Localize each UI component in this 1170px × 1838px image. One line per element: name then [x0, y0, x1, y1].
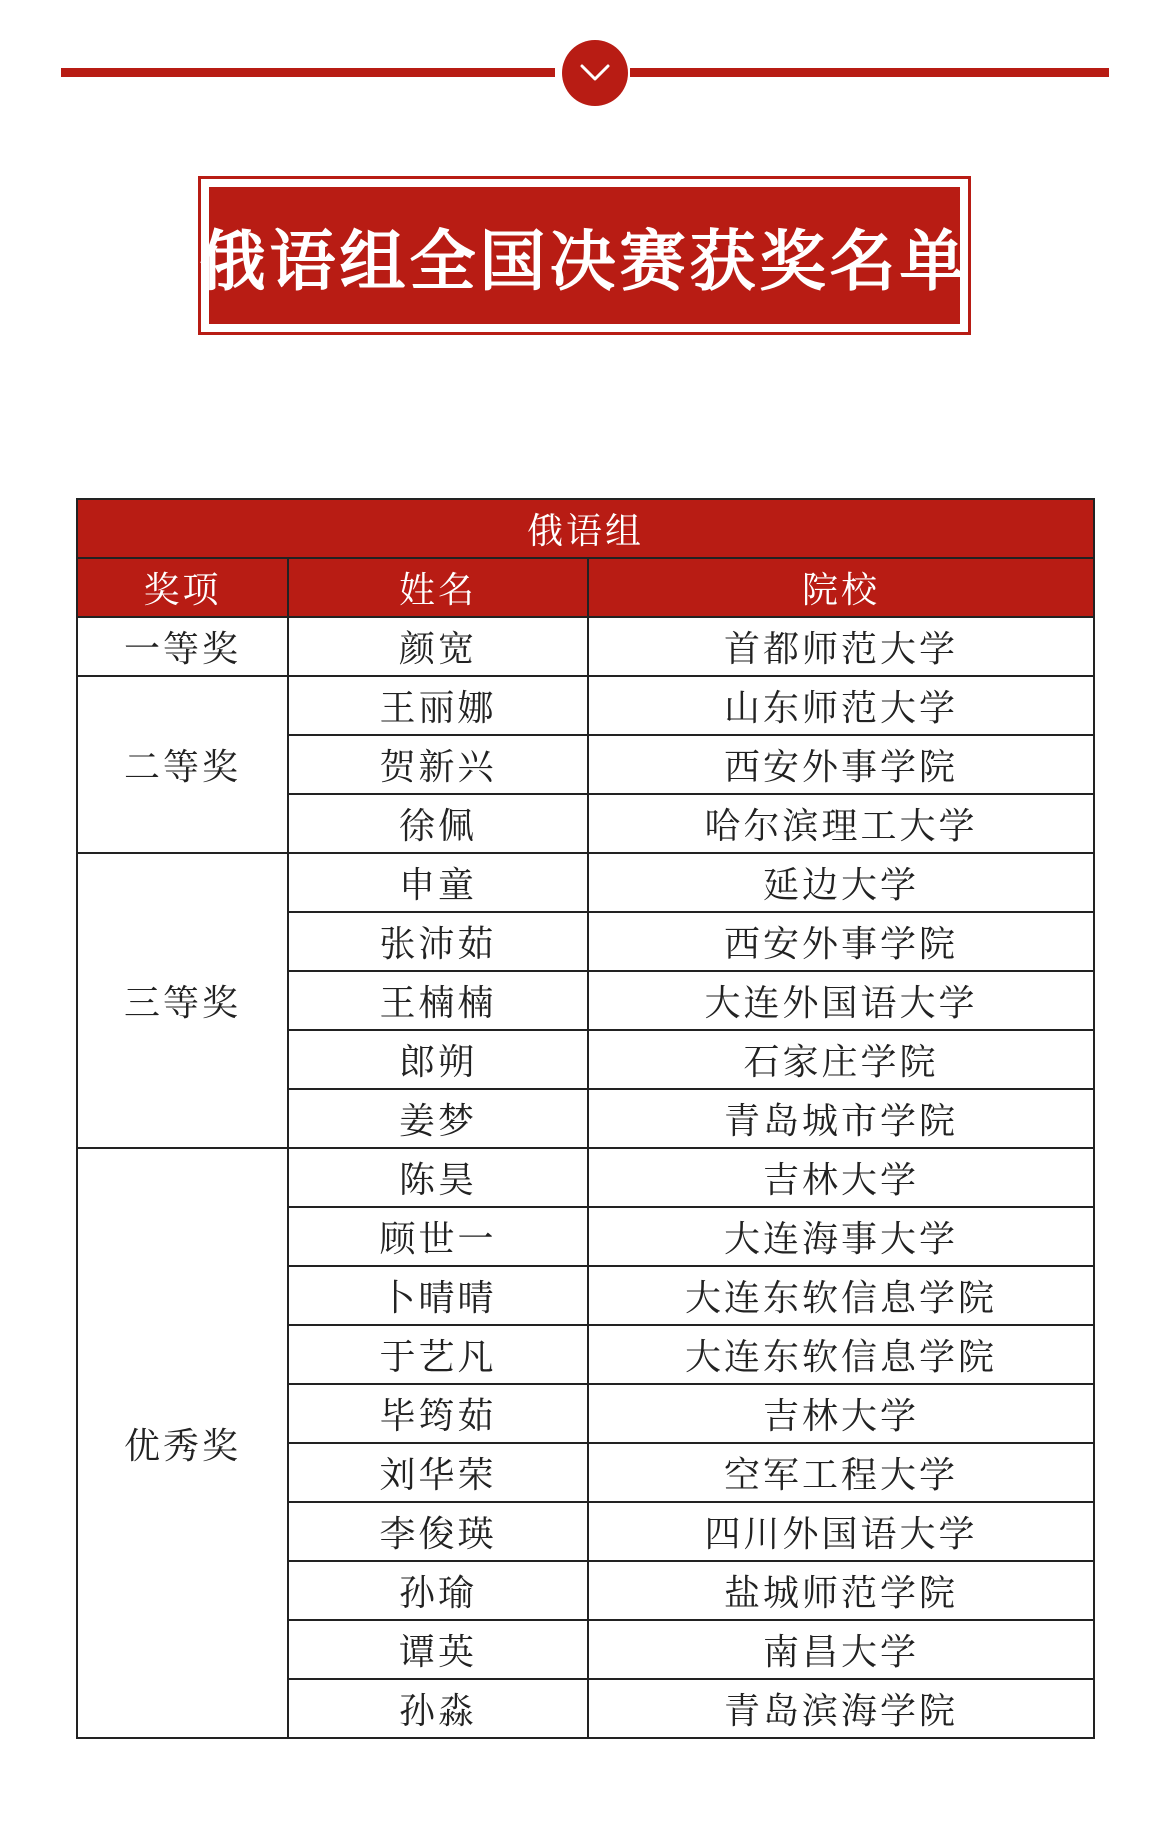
school-cell: 石家庄学院 [588, 1030, 1094, 1089]
title-banner-inner [199, 187, 970, 324]
school-cell: 山东师范大学 [588, 676, 1094, 735]
school-cell: 四川外国语大学 [588, 1502, 1094, 1561]
column-header-award: 奖项 [77, 558, 288, 617]
chevron-down-icon [579, 62, 611, 84]
column-header-school: 院校 [588, 558, 1094, 617]
school-cell: 大连海事大学 [588, 1207, 1094, 1266]
winner-name-cell: 毕筠茹 [288, 1384, 588, 1443]
school-cell: 大连东软信息学院 [588, 1266, 1094, 1325]
school-cell: 大连东软信息学院 [588, 1325, 1094, 1384]
school-cell: 空军工程大学 [588, 1443, 1094, 1502]
winner-name-cell: 姜梦 [288, 1089, 588, 1148]
winner-name-cell: 陈昊 [288, 1148, 588, 1207]
table-group-title: 俄语组 [77, 499, 1094, 558]
winner-name-cell: 贺新兴 [288, 735, 588, 794]
school-cell: 大连外国语大学 [588, 971, 1094, 1030]
school-cell: 青岛滨海学院 [588, 1679, 1094, 1738]
table-row [77, 853, 1094, 912]
school-cell: 盐城师范学院 [588, 1561, 1094, 1620]
awards-table [76, 498, 1095, 1739]
winner-name-cell: 李俊瑛 [288, 1502, 588, 1561]
title-banner [198, 176, 971, 335]
page-title: 俄语组全国决赛获奖名单 [199, 223, 970, 300]
school-cell: 哈尔滨理工大学 [588, 794, 1094, 853]
award-level-cell: 优秀奖 [77, 1148, 288, 1738]
winner-name-cell: 徐佩 [288, 794, 588, 853]
table-group-row [77, 499, 1094, 558]
winner-name-cell: 申童 [288, 853, 588, 912]
winner-name-cell: 孙瑜 [288, 1561, 588, 1620]
winner-name-cell: 张沛茹 [288, 912, 588, 971]
winner-name-cell: 卜晴晴 [288, 1266, 588, 1325]
table-row [77, 617, 1094, 676]
school-cell: 延边大学 [588, 853, 1094, 912]
winner-name-cell: 孙淼 [288, 1679, 588, 1738]
school-cell: 吉林大学 [588, 1148, 1094, 1207]
table-row [77, 676, 1094, 735]
column-header-name: 姓名 [288, 558, 588, 617]
winner-name-cell: 郎朔 [288, 1030, 588, 1089]
divider-line-right [630, 68, 1109, 77]
divider-line-left [61, 68, 555, 77]
school-cell: 首都师范大学 [588, 617, 1094, 676]
section-divider [0, 0, 1170, 150]
school-cell: 南昌大学 [588, 1620, 1094, 1679]
award-level-cell: 一等奖 [77, 617, 288, 676]
school-cell: 青岛城市学院 [588, 1089, 1094, 1148]
school-cell: 西安外事学院 [588, 735, 1094, 794]
award-level-cell: 二等奖 [77, 676, 288, 853]
winner-name-cell: 王楠楠 [288, 971, 588, 1030]
table-header-row [77, 558, 1094, 617]
divider-badge [562, 40, 628, 106]
school-cell: 吉林大学 [588, 1384, 1094, 1443]
winner-name-cell: 谭英 [288, 1620, 588, 1679]
table-row [77, 1148, 1094, 1207]
awards-table-body [77, 617, 1094, 1738]
winner-name-cell: 于艺凡 [288, 1325, 588, 1384]
award-level-cell: 三等奖 [77, 853, 288, 1148]
school-cell: 西安外事学院 [588, 912, 1094, 971]
winner-name-cell: 刘华荣 [288, 1443, 588, 1502]
winner-name-cell: 王丽娜 [288, 676, 588, 735]
winner-name-cell: 顾世一 [288, 1207, 588, 1266]
winner-name-cell: 颜宽 [288, 617, 588, 676]
